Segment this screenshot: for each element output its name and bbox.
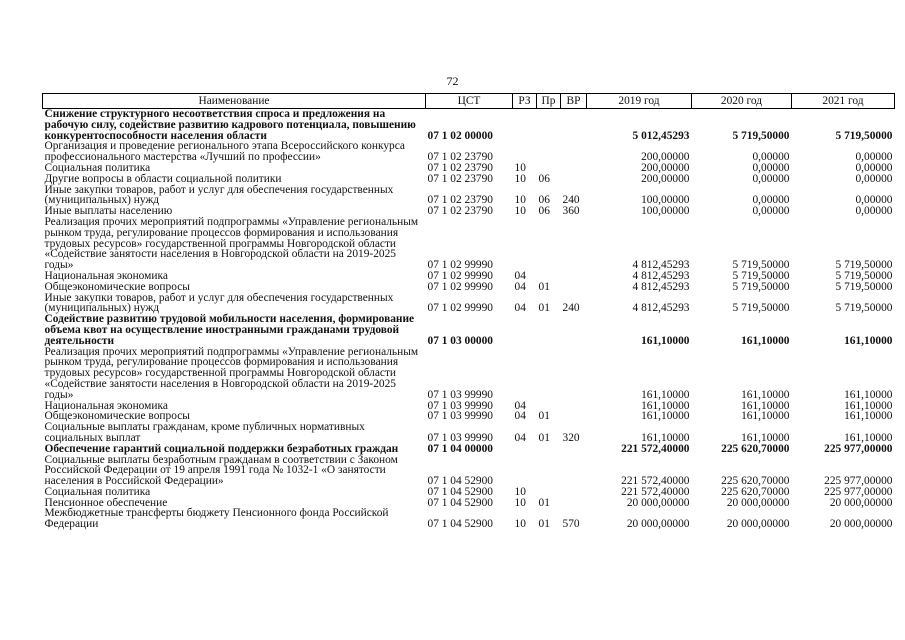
cell-pr: [537, 217, 561, 271]
cell-y2020: 5 719,50000: [732, 280, 790, 293]
cell-y2021: 5 719,50000: [835, 280, 893, 293]
cell-y2019: 161,10000: [641, 410, 690, 423]
table-body: [43, 109, 895, 531]
column-header-cst: ЦСТ: [426, 94, 513, 109]
cell-y2019: 221 572,40000: [621, 442, 690, 455]
cell-y2020: 0,00000: [752, 172, 790, 185]
cell-y2020: 5 719,50000: [732, 129, 790, 142]
cell-pr: 01: [538, 518, 550, 531]
cell-y2021: 5 719,50000: [835, 129, 893, 142]
cell-vr: 240: [562, 302, 580, 315]
cell-pr: [537, 455, 561, 487]
table-row: [43, 174, 895, 185]
table-row: [43, 347, 895, 401]
cell-pr: 06: [538, 194, 550, 207]
budget-table: [42, 93, 895, 530]
cell-y2020: 5 719,50000: [732, 269, 790, 282]
cell-rz: [513, 455, 537, 487]
cell-name: Другие вопросы в области социальной политики: [44, 172, 282, 185]
cell-name: Общеэкономические вопросы: [44, 410, 190, 423]
cell-vr: [561, 498, 587, 509]
cell-rz: 04: [514, 410, 526, 423]
cell-y2021: 161,10000: [844, 334, 893, 347]
cell-rz: 04: [514, 269, 526, 282]
table-row: [43, 217, 895, 271]
cell-pr: [537, 444, 561, 455]
cell-vr: 240: [562, 194, 580, 207]
cell-name: Социальные выплаты гражданам, кроме публичных нормативных социальных выплат: [44, 421, 365, 444]
cell-name: Социальная политика: [44, 161, 151, 174]
table-row: [43, 314, 895, 346]
cell-pr: 06: [538, 172, 550, 185]
cell-code: 07 1 03 99990: [427, 388, 493, 401]
cell-y2019: 221 572,40000: [621, 475, 690, 488]
cell-pr: [537, 314, 561, 346]
cell-y2020: 0,00000: [752, 194, 790, 207]
cell-rz: 10: [514, 194, 526, 207]
cell-y2019: 20 000,00000: [626, 518, 690, 531]
cell-name: Национальная экономика: [44, 269, 168, 282]
cell-y2019: 161,10000: [641, 431, 690, 444]
cell-code: 07 1 03 99990: [427, 399, 493, 412]
cell-y2021: 161,10000: [844, 399, 893, 412]
cell-y2019: 4 812,45293: [632, 269, 690, 282]
cell-y2019: 100,00000: [641, 194, 690, 207]
cell-y2019: 100,00000: [641, 205, 690, 218]
cell-name: Обеспечение гарантий социальной поддержки безработных граждан: [44, 442, 399, 455]
cell-name: Социальные выплаты безработным гражданам в соответствии с Законом Российской Федерации от 19 апреля 1991 года № 1032-1 «О занятости населения в Российской Федерации»: [44, 453, 398, 488]
cell-name: Реализация прочих мероприятий подпрограммы «Управление региональным рынком труда, регулирование процессов формирования и использования трудовых ресурсов» государственной программы Новгородской области «Содействие занятости населения в Новгородской области на 2019-2025 годы»: [44, 215, 419, 272]
cell-y2021: 0,00000: [855, 172, 893, 185]
cell-name: Организация и проведение регионального этапа Всероссийского конкурса профессионального мастерства «Лучший по профессии»: [44, 140, 405, 164]
cell-rz: 04: [514, 302, 526, 315]
cell-y2021: 161,10000: [844, 388, 893, 401]
cell-y2019: 20 000,00000: [626, 496, 690, 509]
cell-name: Национальная экономика: [44, 399, 168, 412]
cell-code: 07 1 02 23790: [427, 205, 493, 218]
cell-y2019: 5 012,45293: [632, 129, 690, 142]
column-header-name: Наименование: [43, 94, 426, 109]
cell-vr: [561, 347, 587, 401]
cell-y2019: 200,00000: [641, 151, 690, 164]
cell-pr: 01: [538, 302, 550, 315]
cell-vr: [561, 163, 587, 174]
cell-code: 07 1 04 52900: [427, 485, 493, 498]
table-row: [43, 444, 895, 455]
cell-name: Содействие развитию трудовой мобильности населения, формирование объема квот на осуществление иностранными гражданами трудовой деятельности: [44, 313, 415, 347]
cell-code: 07 1 02 23790: [427, 172, 493, 185]
cell-rz: [513, 444, 537, 455]
cell-y2020: 0,00000: [752, 151, 790, 164]
column-header-2020: 2020 год: [692, 94, 792, 109]
cell-y2020: 225 620,70000: [721, 485, 790, 498]
cell-code: 07 1 03 99990: [427, 431, 493, 444]
cell-y2020: 161,10000: [741, 410, 790, 423]
cell-vr: [561, 109, 587, 142]
cell-y2020: 161,10000: [741, 431, 790, 444]
cell-y2021: 0,00000: [855, 194, 893, 207]
cell-pr: 06: [538, 205, 550, 218]
cell-rz: 10: [514, 205, 526, 218]
table-row: [43, 282, 895, 293]
cell-y2021: 225 977,00000: [824, 485, 893, 498]
table-row: [43, 141, 895, 163]
cell-y2020: 161,10000: [741, 334, 790, 347]
cell-vr: [561, 401, 587, 412]
cell-code: 07 1 02 23790: [427, 194, 493, 207]
cell-code: 07 1 02 99990: [427, 280, 493, 293]
cell-code: 07 1 02 00000: [427, 129, 493, 142]
cell-y2019: 200,00000: [641, 161, 690, 174]
cell-y2020: 20 000,00000: [726, 496, 790, 509]
cell-y2021: 0,00000: [855, 161, 893, 174]
cell-y2020: 161,10000: [741, 388, 790, 401]
cell-rz: 04: [514, 280, 526, 293]
cell-y2019: 161,10000: [641, 334, 690, 347]
cell-y2021: 161,10000: [844, 410, 893, 423]
cell-rz: 10: [514, 172, 526, 185]
cell-code: 07 1 04 52900: [427, 518, 493, 531]
cell-vr: 360: [562, 205, 580, 218]
cell-code: 07 1 04 00000: [427, 442, 493, 455]
table-row: [43, 109, 895, 142]
column-header-2021: 2021 год: [792, 94, 895, 109]
cell-y2019: 221 572,40000: [621, 485, 690, 498]
cell-rz: [513, 109, 537, 142]
cell-y2019: 4 812,45293: [632, 280, 690, 293]
cell-vr: [561, 487, 587, 498]
cell-vr: [561, 314, 587, 346]
cell-y2021: 20 000,00000: [829, 496, 893, 509]
cell-y2021: 0,00000: [855, 151, 893, 164]
cell-pr: [537, 141, 561, 163]
cell-y2021: 20 000,00000: [829, 518, 893, 531]
cell-pr: 01: [538, 410, 550, 423]
cell-pr: [537, 109, 561, 142]
cell-pr: 01: [538, 431, 550, 444]
cell-vr: [561, 174, 587, 185]
page-number: 72: [446, 74, 459, 88]
table-header-row: [43, 94, 895, 109]
cell-y2019: 161,10000: [641, 388, 690, 401]
cell-y2021: 161,10000: [844, 431, 893, 444]
cell-y2020: 5 719,50000: [732, 302, 790, 315]
cell-y2021: 225 977,00000: [824, 475, 893, 488]
cell-y2020: 225 620,70000: [721, 475, 790, 488]
cell-name: Снижение структурного несоответствия спроса и предложения на рабочую силу, содействие развитию кадрового потенциала, повышению конкурентоспособности населения области: [44, 108, 416, 142]
cell-name: Социальная политика: [44, 485, 151, 498]
cell-y2021: 5 719,50000: [835, 259, 893, 272]
column-header-rz: РЗ: [513, 94, 537, 109]
cell-y2020: 0,00000: [752, 205, 790, 218]
cell-y2020: 161,10000: [741, 399, 790, 412]
cell-pr: 01: [538, 280, 550, 293]
cell-vr: [561, 282, 587, 293]
cell-rz: 10: [514, 485, 526, 498]
cell-name: Пенсионное обеспечение: [44, 496, 168, 509]
table-row: [43, 185, 895, 207]
cell-vr: [561, 271, 587, 282]
cell-code: 07 1 03 00000: [427, 334, 493, 347]
cell-y2019: 161,10000: [641, 399, 690, 412]
cell-y2020: 0,00000: [752, 161, 790, 174]
column-header-2019: 2019 год: [587, 94, 692, 109]
cell-code: 07 1 02 99990: [427, 269, 493, 282]
cell-vr: [561, 217, 587, 271]
cell-vr: 320: [562, 431, 580, 444]
cell-code: 07 1 03 99990: [427, 410, 493, 423]
cell-code: 07 1 02 23790: [427, 161, 493, 174]
cell-name: Общеэкономические вопросы: [44, 280, 190, 293]
cell-name: Иные выплаты населению: [44, 205, 173, 218]
cell-vr: [561, 455, 587, 487]
cell-name: Иные закупки товаров, работ и услуг для обеспечения государственных (муниципальных) нужд: [44, 291, 394, 315]
cell-rz: 04: [514, 431, 526, 444]
cell-rz: 10: [514, 518, 526, 531]
cell-rz: 10: [514, 496, 526, 509]
cell-code: 07 1 04 52900: [427, 475, 493, 488]
cell-rz: 10: [514, 161, 526, 174]
cell-rz: [513, 141, 537, 163]
cell-y2019: 200,00000: [641, 172, 690, 185]
cell-rz: [513, 314, 537, 346]
cell-vr: 570: [562, 518, 580, 531]
cell-rz: [513, 217, 537, 271]
cell-y2021: 0,00000: [855, 205, 893, 218]
table-row: [43, 508, 895, 530]
cell-pr: [537, 347, 561, 401]
cell-code: 07 1 04 52900: [427, 496, 493, 509]
cell-name: Межбюджетные трансферты бюджету Пенсионного фонда Российской Федерации: [44, 507, 389, 531]
cell-vr: [561, 141, 587, 163]
cell-name: Реализация прочих мероприятий подпрограммы «Управление региональным рынком труда, регулирование процессов формирования и использования трудовых ресурсов» государственной программы Новгородской области «Содействие занятости населения в Новгородской области на 2019-2025 годы»: [44, 345, 419, 401]
cell-code: 07 1 02 99990: [427, 259, 493, 272]
column-header-pr: Пр: [537, 94, 561, 109]
cell-y2021: 5 719,50000: [835, 302, 893, 315]
table-row: [43, 293, 895, 315]
cell-y2021: 5 719,50000: [835, 269, 893, 282]
cell-vr: [561, 411, 587, 422]
cell-y2020: 5 719,50000: [732, 259, 790, 272]
cell-y2020: 225 620,70000: [721, 442, 790, 455]
table-row: [43, 455, 895, 487]
cell-y2019: 4 812,45293: [632, 259, 690, 272]
cell-code: 07 1 02 23790: [427, 151, 493, 164]
cell-y2019: 4 812,45293: [632, 302, 690, 315]
cell-name: Иные закупки товаров, работ и услуг для обеспечения государственных (муниципальных) нужд: [44, 183, 394, 207]
cell-vr: [561, 444, 587, 455]
cell-code: 07 1 02 99990: [427, 302, 493, 315]
column-header-vr: ВР: [561, 94, 587, 109]
cell-rz: [513, 347, 537, 401]
table-row: [43, 422, 895, 444]
cell-y2021: 225 977,00000: [824, 442, 893, 455]
cell-y2020: 20 000,00000: [726, 518, 790, 531]
cell-pr: 01: [538, 496, 550, 509]
cell-rz: 04: [514, 399, 526, 412]
